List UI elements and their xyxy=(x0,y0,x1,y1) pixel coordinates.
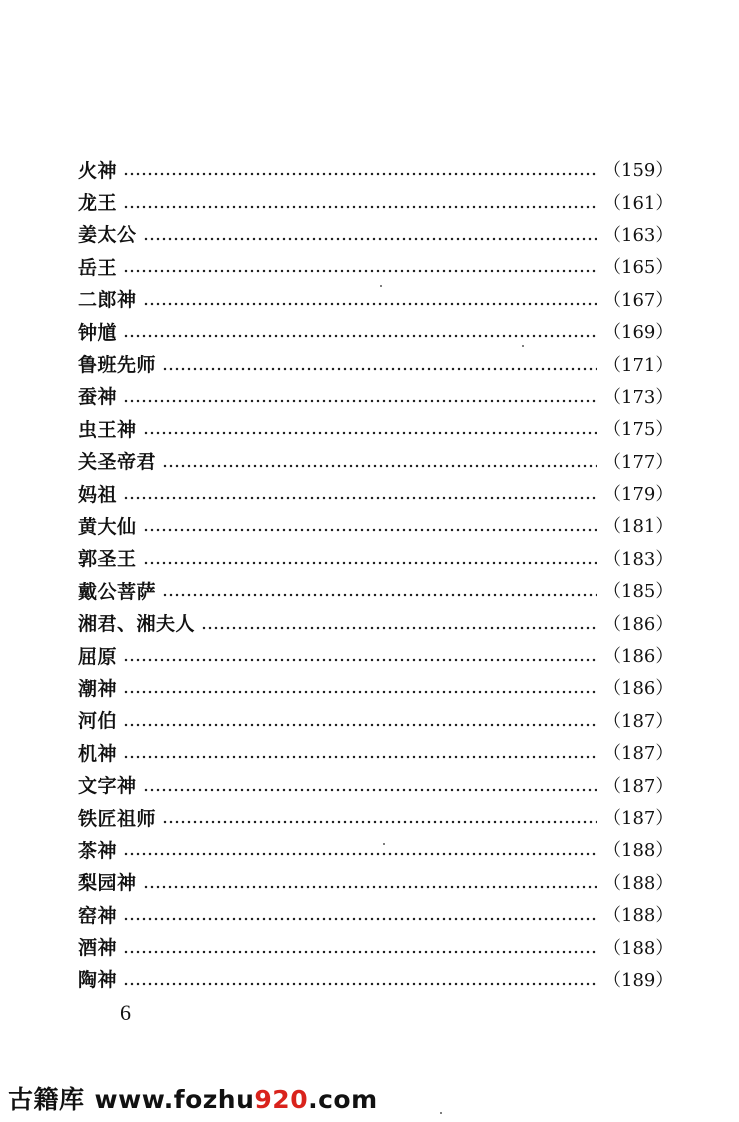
toc-entry-title: 湘君、湘夫人 xyxy=(78,613,196,636)
toc-entry-title: 姜太公 xyxy=(78,224,137,247)
scan-speck xyxy=(380,285,382,287)
toc-entry-title: 龙王 xyxy=(78,192,118,215)
dot-leader xyxy=(201,626,597,630)
toc-entry-page: （187） xyxy=(603,710,674,732)
dot-leader xyxy=(143,561,597,565)
dot-leader xyxy=(123,334,597,338)
toc-entry-title: 妈祖 xyxy=(78,483,118,506)
toc-entry-page: （187） xyxy=(603,808,674,829)
toc-entry-title: 鲁班先师 xyxy=(78,354,157,377)
watermark-footer xyxy=(8,1080,378,1116)
toc-entry[interactable] xyxy=(78,349,674,381)
toc-entry-page: （188） xyxy=(603,872,674,894)
toc-entry-page: （188） xyxy=(603,937,674,959)
toc-entry[interactable] xyxy=(78,544,674,576)
toc-entry-page: （187） xyxy=(603,775,674,797)
toc-entry-title: 二郎神 xyxy=(78,289,137,312)
toc-entry-title: 潮神 xyxy=(78,677,118,700)
toc-entry-page: （167） xyxy=(603,289,674,311)
toc-entry[interactable] xyxy=(78,608,674,640)
page-number: 6 xyxy=(120,1000,131,1025)
toc-entry-page: （161） xyxy=(603,192,674,214)
toc-entry[interactable] xyxy=(78,317,674,349)
dot-leader xyxy=(123,658,597,662)
toc-entry[interactable] xyxy=(78,706,674,738)
toc-entry-page: （177） xyxy=(603,451,674,473)
toc-entry[interactable] xyxy=(78,965,674,997)
toc-entry[interactable] xyxy=(78,479,674,511)
toc-entry-page: （163） xyxy=(603,224,674,246)
toc-entry-title: 窑神 xyxy=(78,904,118,927)
toc-entry-title: 机神 xyxy=(78,742,118,765)
toc-entry[interactable] xyxy=(78,868,674,900)
toc-entry-page: （175） xyxy=(603,419,674,441)
toc-entry-page: （188） xyxy=(603,905,674,927)
toc-entry[interactable] xyxy=(78,673,674,705)
dot-leader xyxy=(123,269,597,273)
toc-entry[interactable] xyxy=(78,738,674,770)
toc-entry-page: （173） xyxy=(603,386,674,408)
toc-entry-page: （165） xyxy=(603,257,674,279)
dot-leader xyxy=(143,431,597,435)
toc-entry-title: 梨园神 xyxy=(78,872,137,895)
dot-leader xyxy=(162,367,597,371)
toc-entry-page: （179） xyxy=(603,484,674,506)
toc-entry-title: 屈原 xyxy=(78,645,118,668)
toc-entry-title: 火神 xyxy=(78,159,118,182)
toc-entry[interactable] xyxy=(78,447,674,479)
toc-entry-title: 关圣帝君 xyxy=(78,451,157,474)
toc-entry-page: （171） xyxy=(603,354,674,376)
dot-leader xyxy=(123,690,597,694)
toc-entry[interactable] xyxy=(78,155,674,187)
toc-entry[interactable] xyxy=(78,576,674,608)
toc-entry[interactable] xyxy=(78,382,674,414)
toc-entry-title: 黄大仙 xyxy=(78,515,137,538)
footer-url-prefix[interactable]: www.fozhu xyxy=(94,1085,255,1114)
toc-entry[interactable] xyxy=(78,932,674,964)
toc-entry-title: 文字神 xyxy=(78,775,137,798)
toc-entry-page: （186） xyxy=(603,646,674,668)
dot-leader xyxy=(143,788,597,792)
scan-speck xyxy=(383,843,385,845)
toc-entry-page: （159） xyxy=(603,160,674,182)
toc-entry[interactable] xyxy=(78,414,674,446)
footer-url-suffix[interactable]: .com xyxy=(308,1085,378,1114)
toc-entry-page: （183） xyxy=(603,548,674,570)
dot-leader xyxy=(123,723,597,727)
toc-entry[interactable] xyxy=(78,220,674,252)
toc-entry-page: （189） xyxy=(603,969,674,991)
toc-entry-page: （186） xyxy=(603,678,674,700)
toc-entry-page: （181） xyxy=(603,516,674,538)
toc-entry-page: （188） xyxy=(603,840,674,862)
dot-leader xyxy=(143,885,597,889)
toc-entry-page: （187） xyxy=(603,743,674,765)
toc-entry-title: 郭圣王 xyxy=(78,548,137,571)
toc-entry-title: 河伯 xyxy=(78,710,118,733)
toc-entry-title: 戴公菩萨 xyxy=(78,580,157,603)
dot-leader xyxy=(123,172,597,176)
toc-entry[interactable] xyxy=(78,641,674,673)
dot-leader xyxy=(123,399,597,403)
dot-leader xyxy=(123,917,597,921)
toc-entry[interactable] xyxy=(78,900,674,932)
table-of-contents xyxy=(78,155,674,997)
toc-entry-page: （169） xyxy=(603,322,674,344)
dot-leader xyxy=(143,302,597,306)
toc-entry[interactable] xyxy=(78,803,674,835)
toc-entry-title: 蚕神 xyxy=(78,386,118,409)
toc-entry-title: 茶神 xyxy=(78,839,118,862)
footer-url-number[interactable]: 920 xyxy=(254,1085,309,1114)
toc-entry-page: （185） xyxy=(603,581,674,603)
footer-brand: 古籍库 xyxy=(8,1085,85,1114)
toc-entry-title: 铁匠祖师 xyxy=(78,807,157,830)
dot-leader xyxy=(123,852,597,856)
toc-entry-title: 钟馗 xyxy=(78,321,118,344)
dot-leader xyxy=(143,237,597,241)
dot-leader xyxy=(123,950,597,954)
toc-entry[interactable] xyxy=(78,511,674,543)
toc-entry[interactable] xyxy=(78,187,674,219)
toc-entry-title: 陶神 xyxy=(78,969,118,992)
toc-entry-title: 岳王 xyxy=(78,256,118,279)
toc-entry[interactable] xyxy=(78,835,674,867)
dot-leader xyxy=(162,820,597,824)
dot-leader xyxy=(162,593,597,597)
toc-entry-title: 酒神 xyxy=(78,937,118,960)
dot-leader xyxy=(123,205,597,209)
toc-entry[interactable] xyxy=(78,770,674,802)
scan-speck xyxy=(522,345,524,347)
toc-entry[interactable] xyxy=(78,252,674,284)
dot-leader xyxy=(123,496,597,500)
dot-leader xyxy=(143,528,597,532)
dot-leader xyxy=(123,982,597,986)
toc-entry[interactable] xyxy=(78,285,674,317)
dot-leader xyxy=(123,755,597,759)
scan-speck xyxy=(440,1112,442,1114)
dot-leader xyxy=(162,464,597,468)
toc-entry-title: 虫王神 xyxy=(78,418,137,441)
toc-entry-page: （186） xyxy=(603,613,674,635)
